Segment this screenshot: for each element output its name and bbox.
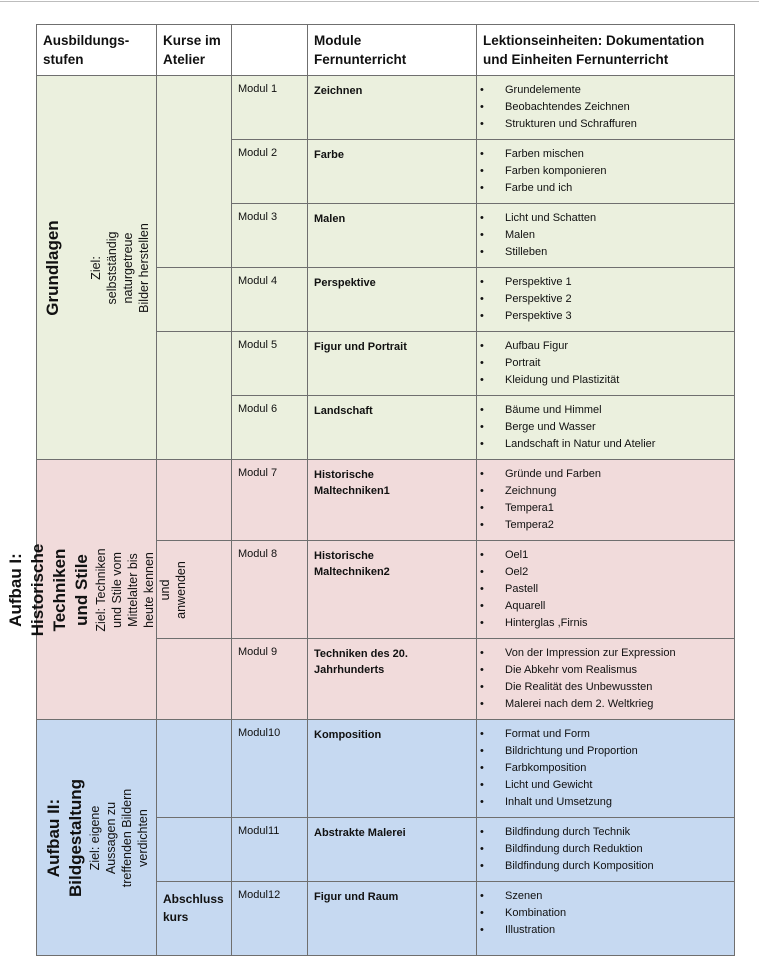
list-item: • Zeichnung (505, 483, 734, 500)
table-row (37, 460, 735, 541)
list-item: • Von der Impression zur Expression (505, 645, 734, 662)
module-number: Modul 3 (232, 204, 308, 268)
atelier-cell (157, 268, 232, 332)
list-item: • Gründe und Farben (505, 466, 734, 483)
lesson-list-cell (477, 541, 735, 639)
list-item: • Bildfindung durch Reduktion (505, 841, 734, 858)
lesson-list (477, 818, 734, 881)
list-item: • Malerei nach dem 2. Weltkrieg (505, 696, 734, 713)
list-item: • Die Realität des Unbewussten (505, 679, 734, 696)
list-item: • Bildfindung durch Komposition (505, 858, 734, 875)
module-number: Modul12 (232, 882, 308, 956)
list-item: • Stilleben (505, 244, 734, 261)
module-topic: Landschaft (308, 396, 477, 460)
lesson-list-cell (477, 639, 735, 720)
lesson-list (477, 268, 734, 331)
header-modules: Module Fernunterricht (308, 25, 477, 76)
module-number: Modul 4 (232, 268, 308, 332)
list-item: • Kombination (505, 905, 734, 922)
lesson-list-cell (477, 268, 735, 332)
module-number: Modul10 (232, 720, 308, 818)
module-number: Modul 5 (232, 332, 308, 396)
module-number: Modul 8 (232, 541, 308, 639)
stage-grundlagen (37, 76, 157, 460)
list-item: • Oel1 (505, 547, 734, 564)
lesson-list-cell (477, 720, 735, 818)
list-item: • Grundelemente (505, 82, 734, 99)
module-number: Modul11 (232, 818, 308, 882)
module-number: Modul 6 (232, 396, 308, 460)
module-topic: Komposition (308, 720, 477, 818)
list-item: • Illustration (505, 922, 734, 939)
list-item: • Szenen (505, 888, 734, 905)
module-topic: Abstrakte Malerei (308, 818, 477, 882)
list-item: • Licht und Gewicht (505, 777, 734, 794)
stage-aufbau-1 (5, 460, 188, 720)
list-item: • Licht und Schatten (505, 210, 734, 227)
lesson-list-cell (477, 460, 735, 541)
list-item: • Tempera1 (505, 500, 734, 517)
list-item: • Perspektive 1 (505, 274, 734, 291)
module-topic: Farbe (308, 140, 477, 204)
list-item: • Inhalt und Umsetzung (505, 794, 734, 811)
list-item: • Berge und Wasser (505, 419, 734, 436)
table-row (37, 76, 735, 140)
list-item: • Farbe und ich (505, 180, 734, 197)
curriculum-table (5, 24, 735, 956)
top-rule (0, 1, 759, 2)
stage-aufbau-2-label: Aufbau II: Bildgestaltung Ziel: eigene Aussagen zu treffenden Bildern verdichten (43, 778, 150, 897)
lesson-list (477, 204, 734, 267)
list-item: • Aufbau Figur (505, 338, 734, 355)
lesson-list-cell (477, 882, 735, 956)
list-item: • Kleidung und Plastizität (505, 372, 734, 389)
list-item: • Hinterglas ,Firnis (505, 615, 734, 632)
list-item: • Landschaft in Natur und Atelier (505, 436, 734, 453)
header-row (37, 25, 735, 76)
module-topic: Zeichnen (308, 76, 477, 140)
list-item: • Farben mischen (505, 146, 734, 163)
list-item: • Die Abkehr vom Realismus (505, 662, 734, 679)
atelier-abschlusskurs: Abschluss kurs (157, 882, 232, 956)
stage-grundlagen-label: Grundlagen Ziel: selbstständig naturgetreue Bilder herstellen (42, 219, 151, 316)
header-stages: Ausbildungs- stufen (37, 25, 157, 76)
module-topic: Malen (308, 204, 477, 268)
list-item: • Strukturen und Schraffuren (505, 116, 734, 133)
header-empty (232, 25, 308, 76)
list-item: • Aquarell (505, 598, 734, 615)
lesson-list (477, 720, 734, 817)
lesson-list-cell (477, 204, 735, 268)
stage-aufbau-1-label: Aufbau I: Historische Techniken und Stile Ziel: Techniken und Stile vom Mittelalter bis heute kennen und anwenden (5, 543, 188, 636)
list-item: • Perspektive 2 (505, 291, 734, 308)
lesson-list-cell (477, 332, 735, 396)
lesson-list-cell (477, 818, 735, 882)
module-topic: Historische Maltechniken2 (308, 541, 477, 639)
module-topic: Figur und Portrait (308, 332, 477, 396)
atelier-cell (157, 460, 232, 541)
module-topic: Techniken des 20. Jahrhunderts (308, 639, 477, 720)
atelier-cell (157, 76, 232, 268)
module-topic: Perspektive (308, 268, 477, 332)
list-item: • Tempera2 (505, 517, 734, 534)
list-item: • Pastell (505, 581, 734, 598)
list-item: • Farbkomposition (505, 760, 734, 777)
list-item: • Oel2 (505, 564, 734, 581)
list-item: • Farben komponieren (505, 163, 734, 180)
list-item: • Bildfindung durch Technik (505, 824, 734, 841)
module-topic: Historische Maltechniken1 (308, 460, 477, 541)
lesson-list-cell (477, 140, 735, 204)
lesson-list (477, 639, 734, 719)
atelier-cell (157, 818, 232, 882)
lesson-list-cell (477, 76, 735, 140)
list-item: • Bildrichtung und Proportion (505, 743, 734, 760)
list-item: • Malen (505, 227, 734, 244)
table-row (37, 720, 735, 818)
header-lessons: Lektionseinheiten: Dokumentation und Einheiten Fernunterricht (477, 25, 735, 76)
lesson-list (477, 396, 734, 459)
module-number: Modul 2 (232, 140, 308, 204)
lesson-list (477, 332, 734, 395)
module-topic: Figur und Raum (308, 882, 477, 956)
list-item: • Beobachtendes Zeichnen (505, 99, 734, 116)
lesson-list (477, 460, 734, 540)
module-number: Modul 9 (232, 639, 308, 720)
list-item: • Perspektive 3 (505, 308, 734, 325)
lesson-list (477, 541, 734, 638)
stage-aufbau-2 (37, 720, 157, 956)
list-item: • Format und Form (505, 726, 734, 743)
module-number: Modul 7 (232, 460, 308, 541)
module-number: Modul 1 (232, 76, 308, 140)
lesson-list (477, 882, 734, 945)
atelier-cell (157, 639, 232, 720)
list-item: • Portrait (505, 355, 734, 372)
atelier-cell (157, 332, 232, 460)
atelier-cell (157, 720, 232, 818)
lesson-list-cell (477, 396, 735, 460)
lesson-list (477, 76, 734, 139)
list-item: • Bäume und Himmel (505, 402, 734, 419)
header-atelier: Kurse im Atelier (157, 25, 232, 76)
lesson-list (477, 140, 734, 203)
